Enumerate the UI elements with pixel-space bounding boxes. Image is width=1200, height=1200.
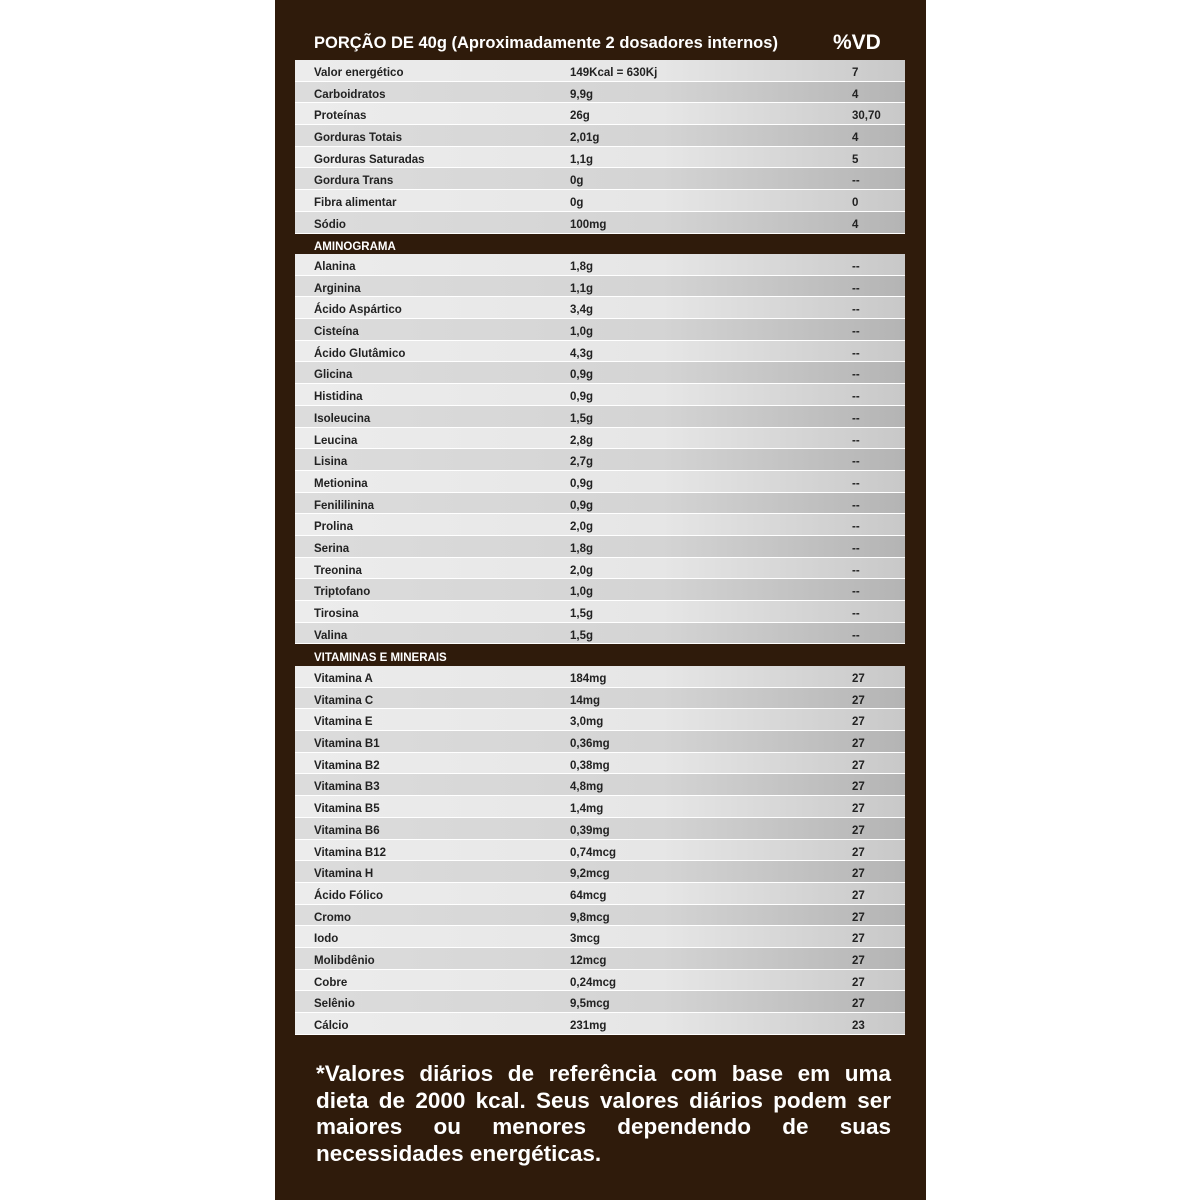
- nutrient-amount: 1,0g: [570, 326, 594, 339]
- nutrient-amount: 1,1g: [570, 282, 594, 295]
- table-row: [295, 709, 905, 731]
- nutrient-amount: 0,74mcg: [570, 846, 617, 859]
- nutrient-daily-value: --: [852, 282, 860, 295]
- table-row: [295, 970, 905, 992]
- row-background: [295, 536, 905, 557]
- nutrient-daily-value: --: [852, 434, 860, 447]
- nutrient-name: Selênio: [314, 998, 355, 1011]
- nutrient-name: Tirosina: [314, 608, 359, 620]
- nutrient-amount: 0,38mg: [570, 759, 610, 772]
- table-row: [295, 168, 905, 190]
- nutrient-daily-value: 4: [852, 88, 859, 101]
- nutrient-daily-value: 27: [852, 846, 865, 859]
- table-row: [295, 623, 905, 645]
- table-row: [295, 774, 905, 796]
- nutrient-daily-value: 4: [852, 218, 859, 231]
- nutrient-amount: 14mg: [570, 694, 601, 707]
- table-row: [295, 103, 905, 125]
- nutrient-name: Vitamina E: [314, 716, 373, 729]
- nutrient-name: Cromo: [314, 911, 352, 924]
- nutrient-daily-value: --: [852, 586, 860, 599]
- nutrient-name: Proteínas: [314, 110, 367, 123]
- table-row: [295, 276, 905, 298]
- nutrient-name: Fibra alimentar: [314, 197, 397, 210]
- row-background: [295, 82, 905, 103]
- aminograma-heading: AMINOGRAMA: [314, 241, 396, 253]
- table-row: [295, 926, 905, 948]
- nutrient-amount: 12mcg: [570, 954, 607, 967]
- table-row: [295, 1013, 905, 1035]
- table-row: [295, 60, 905, 82]
- table-row: [295, 341, 905, 363]
- serving-size-title: PORÇÃO DE 40g (Aproximadamente 2 dosadores internos): [314, 34, 778, 52]
- table-row: [295, 428, 905, 450]
- nutrient-amount: 2,8g: [570, 434, 594, 447]
- nutrient-amount: 9,8mcg: [570, 911, 610, 924]
- table-row: [295, 212, 905, 234]
- table-row: [295, 796, 905, 818]
- row-background: [295, 276, 905, 297]
- nutrient-name: Metionina: [314, 477, 368, 490]
- nutrients-table: [295, 60, 905, 234]
- nutrient-amount: 4,8mg: [570, 781, 604, 794]
- nutrient-name: Molibdênio: [314, 954, 375, 967]
- nutrient-name: Gordura Trans: [314, 175, 394, 188]
- nutrient-amount: 64mcg: [570, 889, 607, 902]
- nutrient-name: Vitamina B5: [314, 803, 380, 816]
- nutrient-name: Vitamina A: [314, 673, 373, 685]
- table-header: [314, 30, 884, 60]
- nutrient-daily-value: 27: [852, 911, 865, 924]
- nutrient-amount: 1,4mg: [570, 803, 604, 816]
- nutrient-amount: 0,39mg: [570, 824, 610, 837]
- nutrient-name: Sódio: [314, 218, 346, 231]
- table-row: [295, 319, 905, 341]
- nutrient-daily-value: 27: [852, 738, 865, 751]
- nutrient-daily-value: --: [852, 347, 860, 360]
- row-background: [295, 514, 905, 535]
- table-row: [295, 731, 905, 753]
- nutrient-amount: 1,1g: [570, 153, 594, 166]
- aminograma-table: [295, 254, 905, 644]
- nutrient-name: Cobre: [314, 976, 348, 989]
- nutrient-amount: 0,9g: [570, 391, 594, 404]
- table-row: [295, 147, 905, 169]
- footnote: *Valores diários de referência com base em uma dieta de 2000 kcal. Seus valores diários podem ser maiores ou menores dependendo de suas necessidades energéticas.: [316, 1061, 891, 1166]
- row-background: [295, 601, 905, 622]
- nutrient-name: Valor energético: [314, 67, 404, 79]
- nutrient-amount: 0g: [570, 175, 584, 188]
- nutrient-name: Vitamina B3: [314, 781, 380, 794]
- nutrient-name: Vitamina B1: [314, 738, 380, 751]
- nutrient-daily-value: --: [852, 175, 860, 188]
- table-row: [295, 493, 905, 515]
- nutrient-name: Iodo: [314, 933, 339, 946]
- table-row: [295, 818, 905, 840]
- nutrition-label-panel: [275, 0, 926, 1200]
- nutrient-daily-value: --: [852, 326, 860, 339]
- nutrient-daily-value: 27: [852, 824, 865, 837]
- nutrient-daily-value: --: [852, 477, 860, 490]
- nutrient-name: Treonina: [314, 564, 362, 577]
- table-row: [295, 579, 905, 601]
- nutrient-amount: 26g: [570, 110, 590, 123]
- table-row: [295, 601, 905, 623]
- nutrient-daily-value: --: [852, 369, 860, 382]
- row-background: [295, 471, 905, 492]
- nutrient-daily-value: 0: [852, 197, 859, 210]
- nutrient-name: Valina: [314, 629, 348, 642]
- table-row: [295, 688, 905, 710]
- table-row: [295, 666, 905, 688]
- nutrient-amount: 9,5mcg: [570, 998, 610, 1011]
- nutrient-name: Vitamina B6: [314, 824, 380, 837]
- vitaminas-heading: VITAMINAS E MINERAIS: [314, 652, 447, 664]
- nutrient-name: Vitamina B12: [314, 846, 387, 859]
- nutrient-daily-value: 27: [852, 868, 865, 881]
- nutrient-name: Ácido Aspártico: [314, 304, 402, 317]
- vitaminas-minerais-table: [295, 666, 905, 1035]
- nutrient-amount: 0,9g: [570, 369, 594, 382]
- nutrient-daily-value: --: [852, 608, 860, 620]
- nutrient-name: Prolina: [314, 521, 353, 534]
- nutrient-daily-value: --: [852, 629, 860, 642]
- nutrient-name: Arginina: [314, 282, 361, 295]
- nutrient-name: Cálcio: [314, 1020, 349, 1032]
- nutrient-name: Ácido Glutâmico: [314, 347, 406, 360]
- row-background: [295, 406, 905, 427]
- row-background: [295, 558, 905, 579]
- nutrient-daily-value: --: [852, 412, 860, 425]
- table-row: [295, 297, 905, 319]
- row-background: [295, 254, 905, 275]
- nutrient-amount: 149Kcal = 630Kj: [570, 67, 658, 79]
- nutrient-name: Glicina: [314, 369, 353, 382]
- nutrient-name: Fenililinina: [314, 499, 375, 512]
- nutrient-amount: 2,7g: [570, 456, 594, 469]
- nutrient-name: Alanina: [314, 261, 356, 273]
- nutrient-daily-value: 7: [852, 67, 859, 79]
- row-background: [295, 623, 905, 644]
- nutrient-daily-value: --: [852, 456, 860, 469]
- nutrient-name: Ácido Fólico: [314, 889, 383, 902]
- nutrient-name: Cisteína: [314, 326, 359, 339]
- nutrient-amount: 0g: [570, 197, 584, 210]
- nutrient-daily-value: --: [852, 304, 860, 317]
- nutrient-daily-value: 27: [852, 976, 865, 989]
- row-background: [295, 362, 905, 383]
- table-row: [295, 536, 905, 558]
- nutrient-daily-value: --: [852, 564, 860, 577]
- table-row: [295, 514, 905, 536]
- nutrient-amount: 1,5g: [570, 412, 594, 425]
- nutrient-amount: 184mg: [570, 673, 607, 685]
- row-background: [295, 319, 905, 340]
- nutrient-amount: 1,5g: [570, 608, 594, 620]
- table-row: [295, 125, 905, 147]
- table-row: [295, 840, 905, 862]
- nutrient-amount: 2,0g: [570, 564, 594, 577]
- nutrient-amount: 1,0g: [570, 586, 594, 599]
- nutrient-daily-value: --: [852, 542, 860, 555]
- nutrient-daily-value: 27: [852, 759, 865, 772]
- row-background: [295, 103, 905, 124]
- row-background: [295, 493, 905, 514]
- table-row: [295, 190, 905, 212]
- nutrient-daily-value: 27: [852, 803, 865, 816]
- nutrient-name: Leucina: [314, 434, 358, 447]
- nutrient-amount: 4,3g: [570, 347, 594, 360]
- nutrient-amount: 1,8g: [570, 261, 594, 273]
- row-background: [295, 384, 905, 405]
- nutrient-amount: 0,9g: [570, 499, 594, 512]
- nutrient-daily-value: --: [852, 261, 860, 273]
- daily-value-heading: %VD: [833, 31, 881, 54]
- table-row: [295, 449, 905, 471]
- nutrient-amount: 3,4g: [570, 304, 594, 317]
- table-row: [295, 883, 905, 905]
- nutrient-daily-value: 5: [852, 153, 859, 166]
- nutrient-name: Gorduras Totais: [314, 132, 402, 145]
- nutrient-daily-value: 27: [852, 781, 865, 794]
- nutrient-daily-value: 27: [852, 933, 865, 946]
- row-background: [295, 428, 905, 449]
- nutrient-amount: 1,5g: [570, 629, 594, 642]
- nutrient-amount: 9,9g: [570, 88, 594, 101]
- nutrient-name: Triptofano: [314, 586, 371, 599]
- table-row: [295, 384, 905, 406]
- nutrient-amount: 0,24mcg: [570, 976, 617, 989]
- nutrient-name: Isoleucina: [314, 412, 371, 425]
- nutrient-amount: 2,01g: [570, 132, 600, 145]
- nutrient-daily-value: 23: [852, 1020, 865, 1032]
- nutrient-amount: 1,8g: [570, 542, 594, 555]
- nutrient-daily-value: --: [852, 521, 860, 534]
- nutrient-name: Vitamina H: [314, 868, 374, 881]
- nutrient-daily-value: 27: [852, 694, 865, 707]
- nutrient-daily-value: 27: [852, 673, 865, 685]
- nutrient-name: Gorduras Saturadas: [314, 153, 425, 166]
- nutrient-daily-value: 30,70: [852, 110, 881, 123]
- table-row: [295, 471, 905, 493]
- nutrient-amount: 100mg: [570, 218, 607, 231]
- nutrient-amount: 9,2mcg: [570, 868, 610, 881]
- table-row: [295, 558, 905, 580]
- nutrient-daily-value: 4: [852, 132, 859, 145]
- table-row: [295, 362, 905, 384]
- table-row: [295, 406, 905, 428]
- nutrient-name: Vitamina B2: [314, 759, 380, 772]
- nutrient-name: Lisina: [314, 456, 348, 469]
- nutrient-daily-value: 27: [852, 716, 865, 729]
- row-background: [295, 579, 905, 600]
- nutrient-daily-value: 27: [852, 998, 865, 1011]
- table-row: [295, 905, 905, 927]
- nutrient-amount: 0,9g: [570, 477, 594, 490]
- nutrient-amount: 3mcg: [570, 933, 601, 946]
- nutrient-daily-value: --: [852, 499, 860, 512]
- table-row: [295, 948, 905, 970]
- nutrient-name: Carboidratos: [314, 88, 386, 101]
- table-row: [295, 861, 905, 883]
- table-row: [295, 254, 905, 276]
- nutrient-amount: 3,0mg: [570, 716, 604, 729]
- nutrient-amount: 231mg: [570, 1020, 607, 1032]
- nutrient-daily-value: 27: [852, 954, 865, 967]
- nutrient-amount: 2,0g: [570, 521, 594, 534]
- table-row: [295, 82, 905, 104]
- nutrient-name: Histidina: [314, 391, 363, 404]
- row-background: [295, 449, 905, 470]
- nutrient-daily-value: 27: [852, 889, 865, 902]
- table-row: [295, 991, 905, 1013]
- nutrient-name: Serina: [314, 542, 350, 555]
- table-row: [295, 753, 905, 775]
- nutrient-amount: 0,36mg: [570, 738, 610, 751]
- nutrient-daily-value: --: [852, 391, 860, 404]
- nutrient-name: Vitamina C: [314, 694, 374, 707]
